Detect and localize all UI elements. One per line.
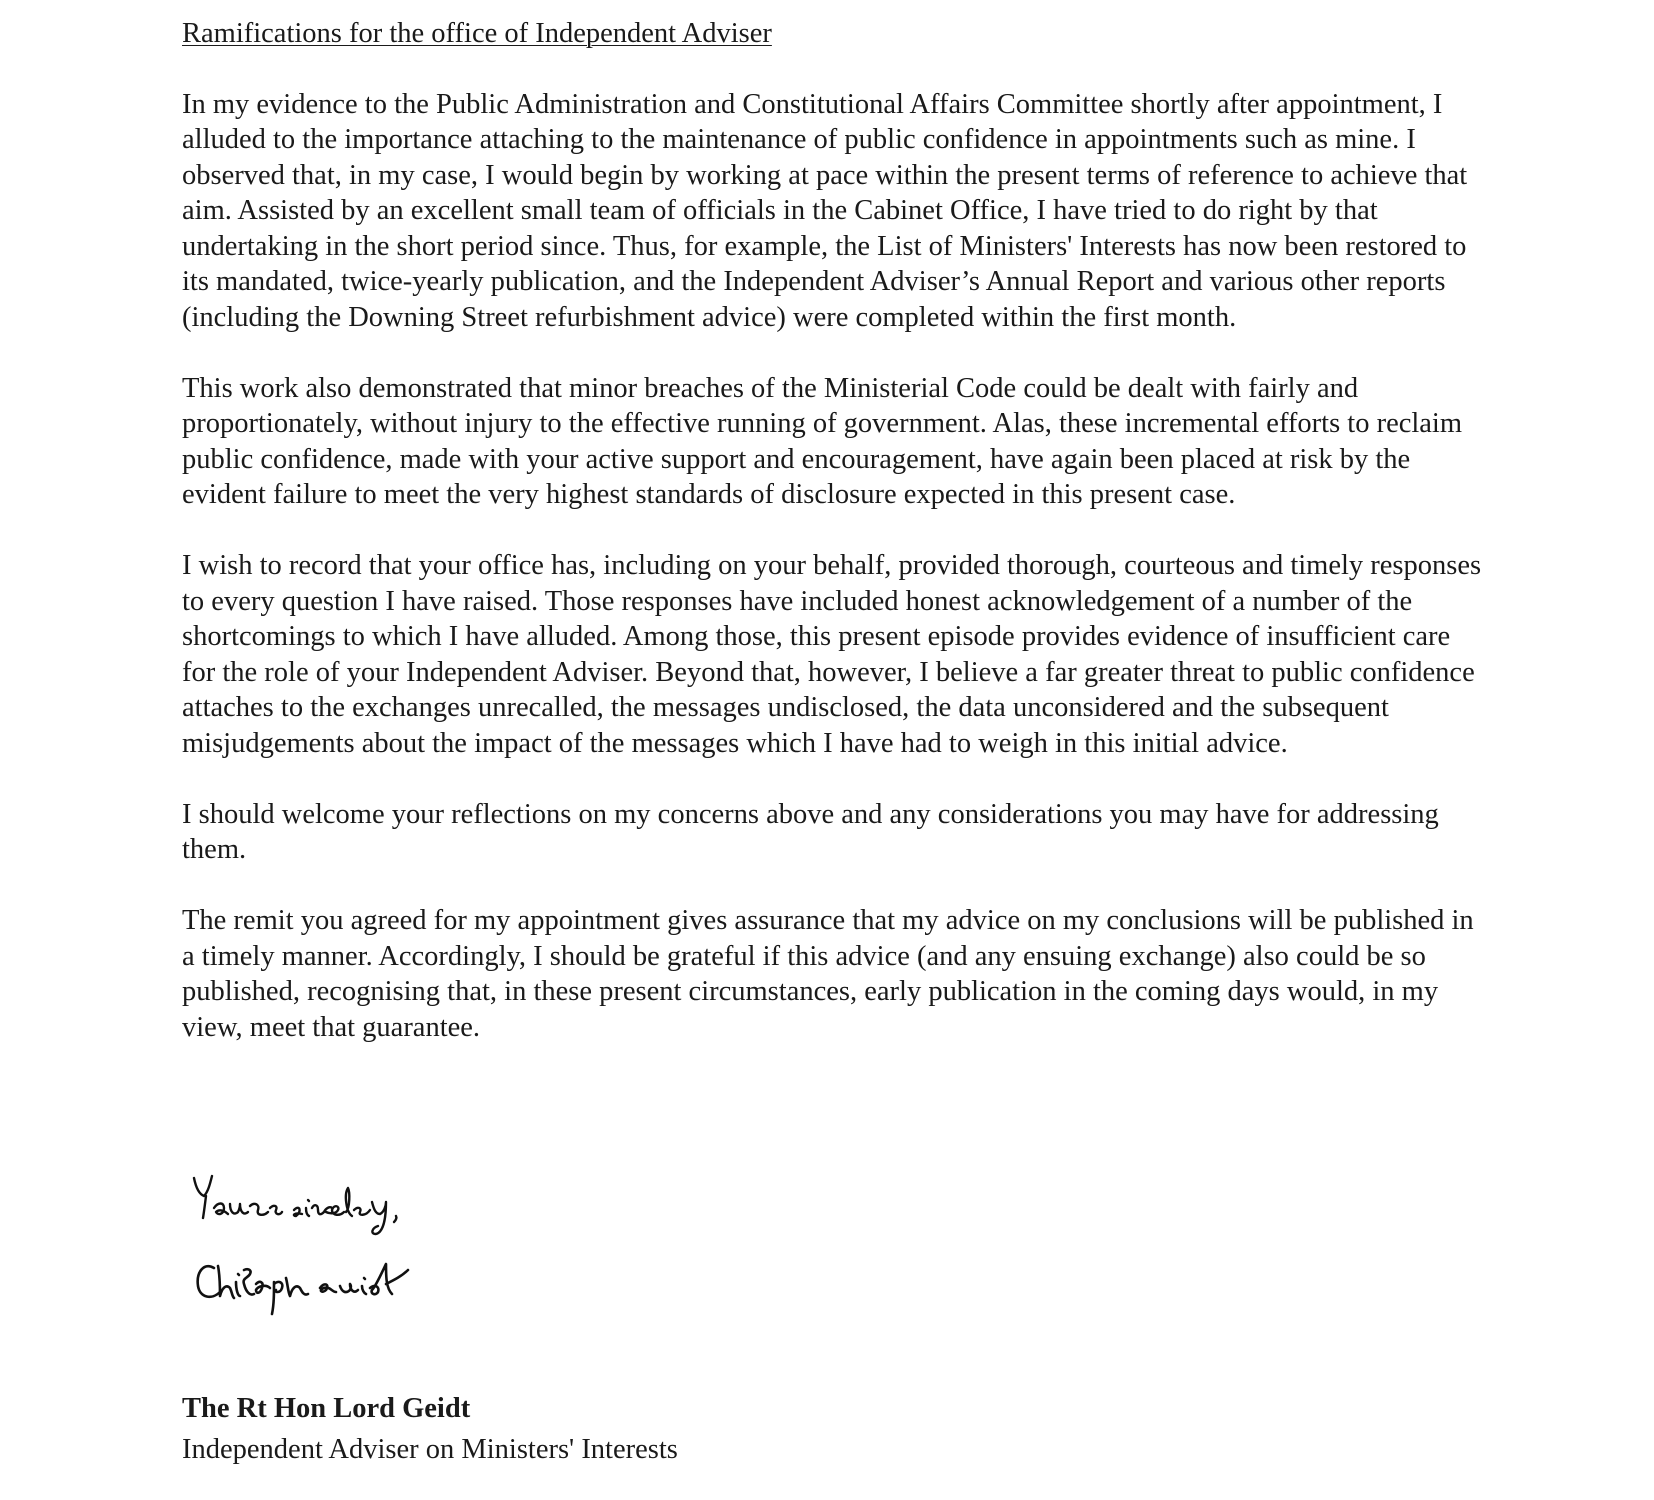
- letter-body: [182, 16, 1482, 1081]
- handwritten-valediction: [194, 1176, 396, 1234]
- handwritten-name: [198, 1264, 408, 1314]
- signatory-name: The Rt Hon Lord Geidt: [182, 1393, 471, 1424]
- paragraph-evidence: In my evidence to the Public Administration and Constitutional Affairs Committee shortly after appointment, I alluded to the importance attaching to the maintenance of public confidence in appointments such as mine. I observed that, in my case, I would begin by working at pace within the present terms of reference to achieve that aim. Assisted by an excellent small team of officials in the Cabinet Office, I have tried to do right by that undertaking in the short period since. Thus, for example, the List of Ministers' Interests has now been restored to its mandated, twice-yearly publication, and the Independent Adviser’s Annual Report and various other reports (including the Downing Street refurbishment advice) were completed within the first month.: [182, 88, 1468, 333]
- handwritten-signature-image: [190, 1172, 510, 1362]
- paragraph-publication: The remit you agreed for my appointment gives assurance that my advice on my conclusions will be published in a timely manner. Accordingly, I should be grateful if this advice (and any ensuing exchange) also could be so published, recognising that, in these present circumstances, early publication in the coming days would, in my view, meet that guarantee.: [182, 905, 1474, 1043]
- section-heading: Ramifications for the office of Independent Adviser: [182, 18, 772, 49]
- signatory-title: Independent Adviser on Ministers' Interests: [182, 1434, 678, 1465]
- paragraph-reflections: I should welcome your reflections on my concerns above and any considerations you may have for addressing them.: [182, 798, 1439, 865]
- paragraph-office-responses: I wish to record that your office has, including on your behalf, provided thorough, courteous and timely responses to every question I have raised. Those responses have included honest acknowledgement of a number of the shortcomings to which I have alluded. Among those, this present episode provides evidence of insufficient care for the role of your Independent Adviser. Beyond that, however, I believe a far greater threat to public confidence attaches to the exchanges unrecalled, the messages undisclosed, the data unconsidered and the subsequent misjudgements about the impact of the messages which I have had to weigh in this initial advice.: [182, 550, 1482, 759]
- signatory-block: [182, 1388, 1082, 1470]
- paragraph-minor-breaches: This work also demonstrated that minor breaches of the Ministerial Code could be dealt with fairly and proportionately, without injury to the effective running of government. Alas, these incremental efforts to reclaim public confidence, made with your active support and encouragement, have again been placed at risk by the evident failure to meet the very highest standards of disclosure expected in this present case.: [182, 372, 1463, 510]
- handwritten-closing: [190, 1172, 510, 1362]
